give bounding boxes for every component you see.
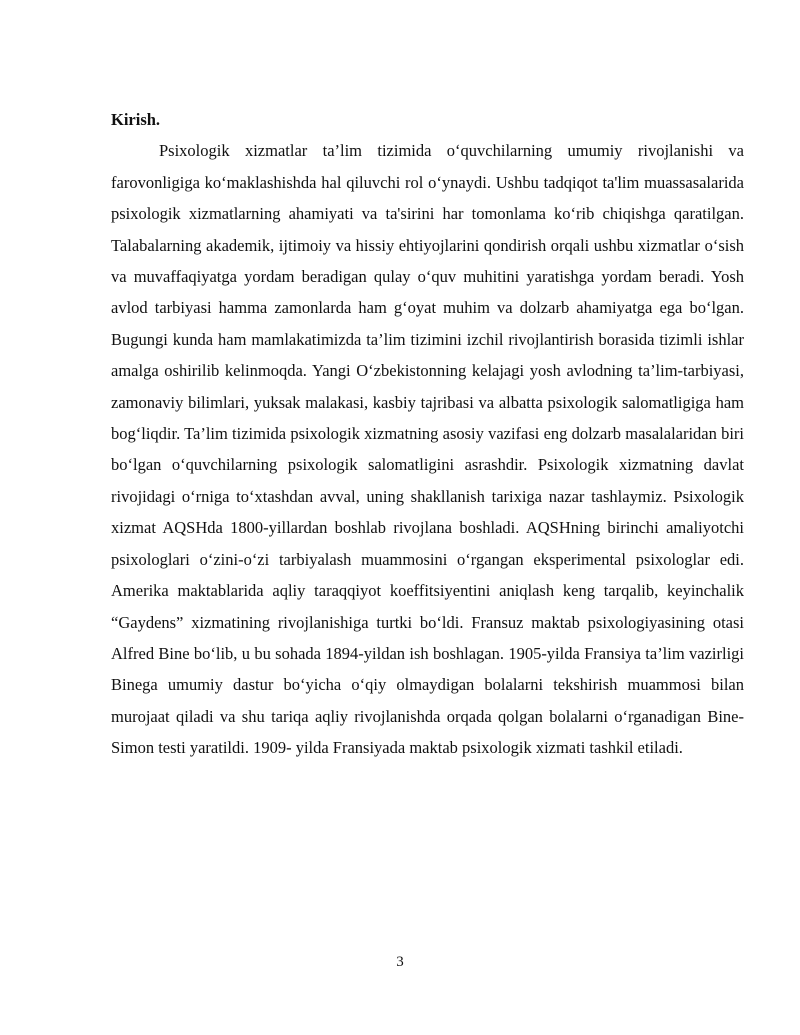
- section-heading: Kirish.: [111, 110, 161, 129]
- page-number: 3: [396, 954, 404, 970]
- page-content: [111, 104, 744, 764]
- body-paragraph: Psixologik xizmatlar ta’lim tizimida o‘quvchilarning umumiy rivojlanishi va farovonligiga ko‘maklashishda hal qiluvchi rol o‘ynaydi. Ushbu tadqiqot ta'lim muassasalarida psixologik xizmatlarning ahamiyati va ta'sirini har tomonlama ko‘rib chiqishga qaratilgan. Talabalarning akademik, ijtimoiy va hissiy ehtiyojlarini qondirish orqali ushbu xizmatlar o‘sish va muvaffaqiyatga yordam beradigan qulay o‘quv muhitini yaratishga yordam beradi. Yosh avlod tarbiyasi hamma zamonlarda ham g‘oyat muhim va dolzarb ahamiyatga ega bo‘lgan. Bugungi kunda ham mamlakatimizda ta’lim tizimini izchil rivojlantirish borasida tizimli ishlar amalga oshirilib kelinmoqda. Yangi O‘zbekistonning kelajagi yosh avlodning ta’lim-tarbiyasi, zamonaviy bilimlari, yuksak malakasi, kasbiy tajribasi va albatta psixologik salomatligiga ham bog‘liqdir. Ta’lim tizimida psixologik xizmatning asosiy vazifasi eng dolzarb masalalaridan biri bo‘lgan o‘quvchilarning psixologik salomatligini asrashdir. Psixologik xizmatning davlat rivojidagi o‘rniga to‘xtashdan avval, uning shakllanish tarixiga nazar tashlaymiz. Psixologik xizmat AQSHda 1800-yillardan boshlab rivojlana boshladi. AQSHning birinchi amaliyotchi psixologlari o‘zini-o‘zi tarbiyalash muammosini o‘rgangan eksperimental psixologlar edi. Amerika maktablarida aqliy taraqqiyot koeffitsiyentini aniqlash keng tarqalib, keyinchalik “Gaydens” xizmatining rivojlanishiga turtki bo‘ldi. Fransuz maktab psixologiyasining otasi Alfred Bine bo‘lib, u bu sohada 1894-yildan ish boshlagan. 1905-yilda Fransiya ta’lim vazirligi Binega umumiy dastur bo‘yicha o‘qiy olmaydigan bolalarni tekshirish muammosi bilan murojaat qiladi va shu tariqa aqliy rivojlanishda orqada qolgan bolalarni o‘rganadigan Bine-Simon testi yaratildi. 1909- yilda Fransiyada maktab psixologik xizmati tashkil etiladi.: [111, 141, 744, 758]
